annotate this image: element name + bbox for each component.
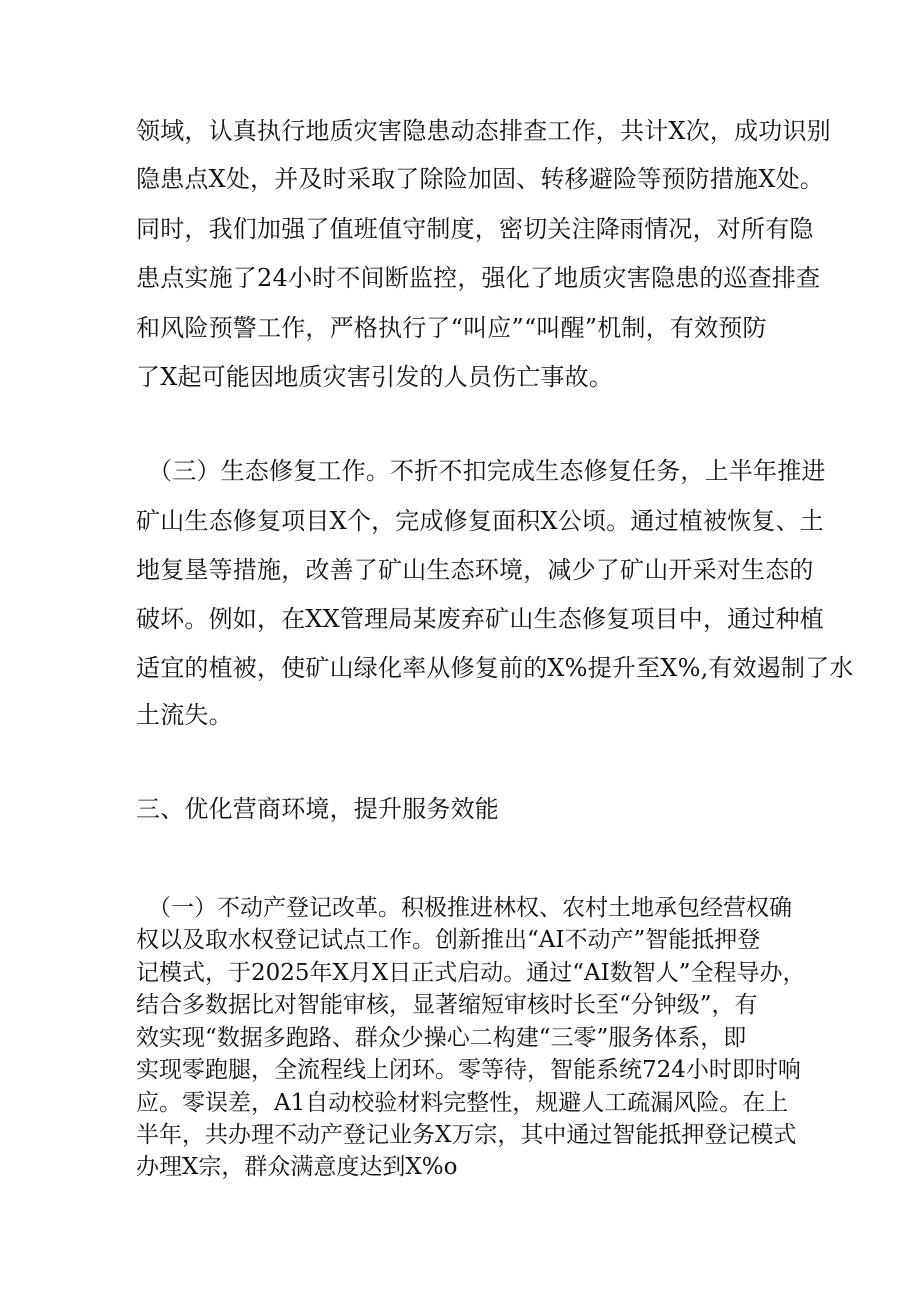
text-line: 矿山生态修复项目X个，完成修复面积X公顷。通过植被恢复、土 xyxy=(136,507,824,535)
text-line: （三）生态修复工作。不折不扣完成生态修复任务，上半年推进 xyxy=(148,457,826,485)
text-line: 记模式，于2025年X月X日正式启动。通过“AI数智人”全程导办， xyxy=(136,960,806,986)
text-line: 权以及取水权登记试点工作。创新推出“AI不动产”智能抵押登 xyxy=(136,927,761,953)
text-line: 结合多数据比对智能审核，显著缩短审核时长至“分钟级”，有 xyxy=(136,992,758,1018)
text-line: 办理X宗，群众满意度达到X%o xyxy=(136,1154,458,1180)
section-heading: 三、优化营商环境，提升服务效能 xyxy=(136,795,499,823)
text-line: （一）不动产登记改革。积极推进林权、农村土地承包经营权确 xyxy=(148,895,792,921)
text-line: 地复垦等措施，改善了矿山生态环境，减少了矿山开采对生态的 xyxy=(136,556,814,584)
text-line: 隐患点X处，并及时采取了除险加固、转移避险等预防措施X处。 xyxy=(136,165,824,193)
text-line: 领域，认真执行地质灾害隐患动态排查工作，共计X次，成功识别 xyxy=(136,117,831,145)
text-line: 效实现“数据多跑路、群众少操心二构建“三零”服务体系，即 xyxy=(136,1025,747,1051)
text-line: 应。零误差，A1自动校验材料完整性，规避人工疏漏风险。在上 xyxy=(136,1090,789,1116)
text-line: 实现零跑腿，全流程线上闭环。零等待，智能系统724小时即时响 xyxy=(136,1057,801,1083)
text-line: 半年，共办理不动产登记业务X万宗，其中通过智能抵押登记模式 xyxy=(136,1122,797,1148)
text-line: 患点实施了24小时不间断监控，强化了地质灾害隐患的巡查排查 xyxy=(136,264,821,292)
text-line: 了X起可能因地质灾害引发的人员伤亡事故。 xyxy=(136,363,614,391)
text-line: 同时，我们加强了值班值守制度，密切关注降雨情况，对所有隐 xyxy=(136,215,814,243)
text-line: 适宜的植被，使矿山绿化率从修复前的X%提升至X%,有效遏制了水 xyxy=(136,654,854,682)
text-line: 和风险预警工作，严格执行了“叫应”“叫醒”机制，有效预防 xyxy=(136,314,767,342)
text-line: 破坏。例如，在XX管理局某废弃矿山生态修复项目中，通过种植 xyxy=(136,605,824,633)
text-line: 土流失。 xyxy=(136,701,233,729)
